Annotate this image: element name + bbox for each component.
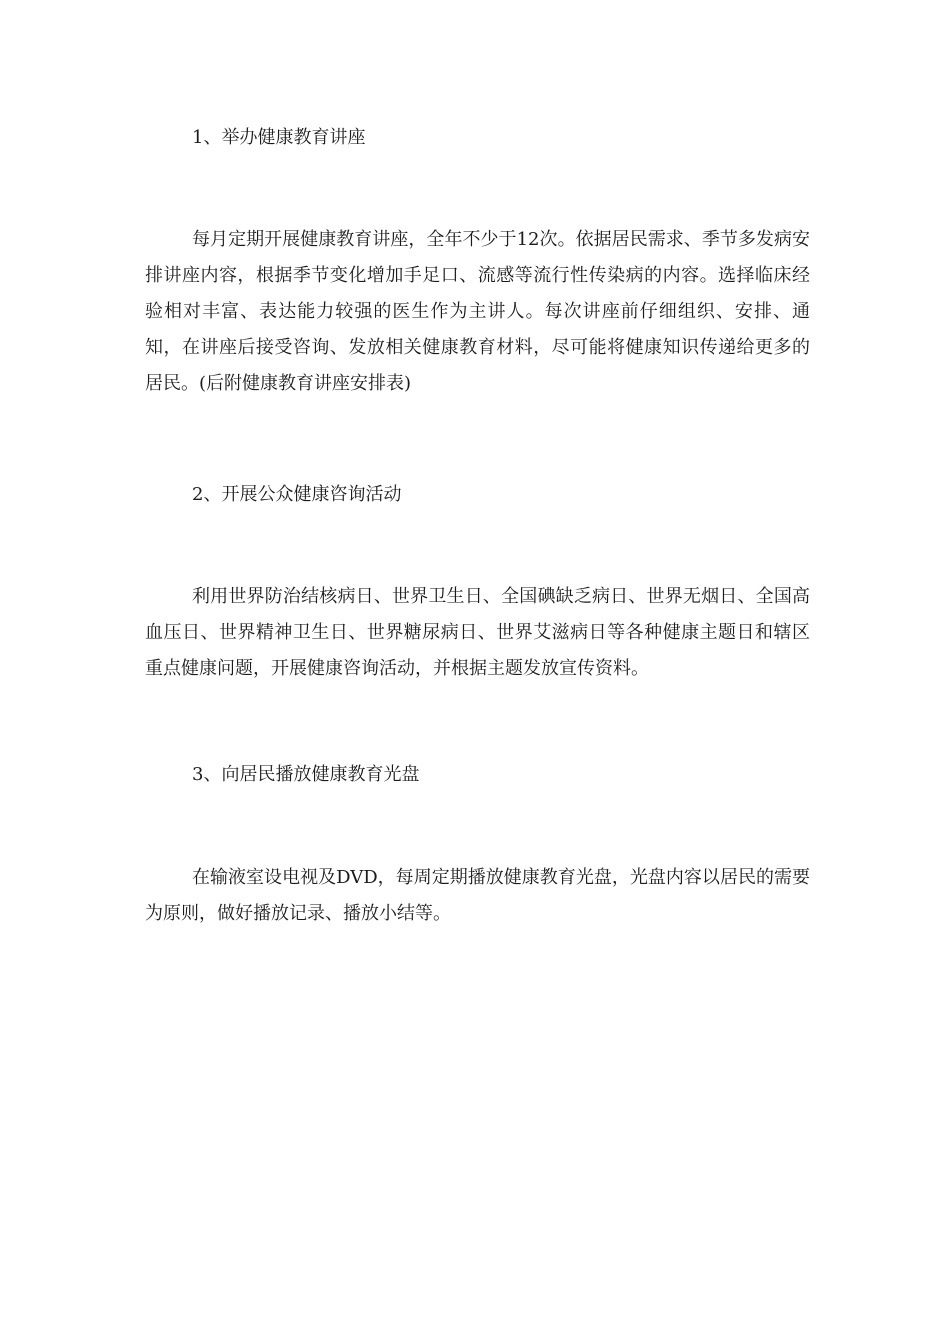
section-body-2: 利用世界防治结核病日、世界卫生日、全国碘缺乏病日、世界无烟日、全国高血压日、世界精神卫生日、世界糖尿病日、世界艾滋病日等各种健康主题日和辖区重点健康问题，开展健康咨询活动，并根据主题发放宣传资料。 — [145, 586, 810, 679]
section-heading-2: 2、开展公众健康咨询活动 — [192, 484, 402, 505]
section-heading-3: 3、向居民播放健康教育光盘 — [192, 764, 420, 785]
section-heading-1: 1、举办健康教育讲座 — [192, 127, 366, 148]
section-body-3: 在输液室设电视及DVD，每周定期播放健康教育光盘，光盘内容以居民的需要为原则，做好播放记录、播放小结等。 — [145, 867, 810, 924]
section-body-1: 每月定期开展健康教育讲座，全年不少于12次。依据居民需求、季节多发病安排讲座内容，根据季节变化增加手足口、流感等流行性传染病的内容。选择临床经验相对丰富、表达能力较强的医生作为主讲人。每次讲座前仔细组织、安排、通知，在讲座后接受咨询、发放相关健康教育材料，尽可能将健康知识传递给更多的居民。(后附健康教育讲座安排表) — [145, 229, 810, 394]
